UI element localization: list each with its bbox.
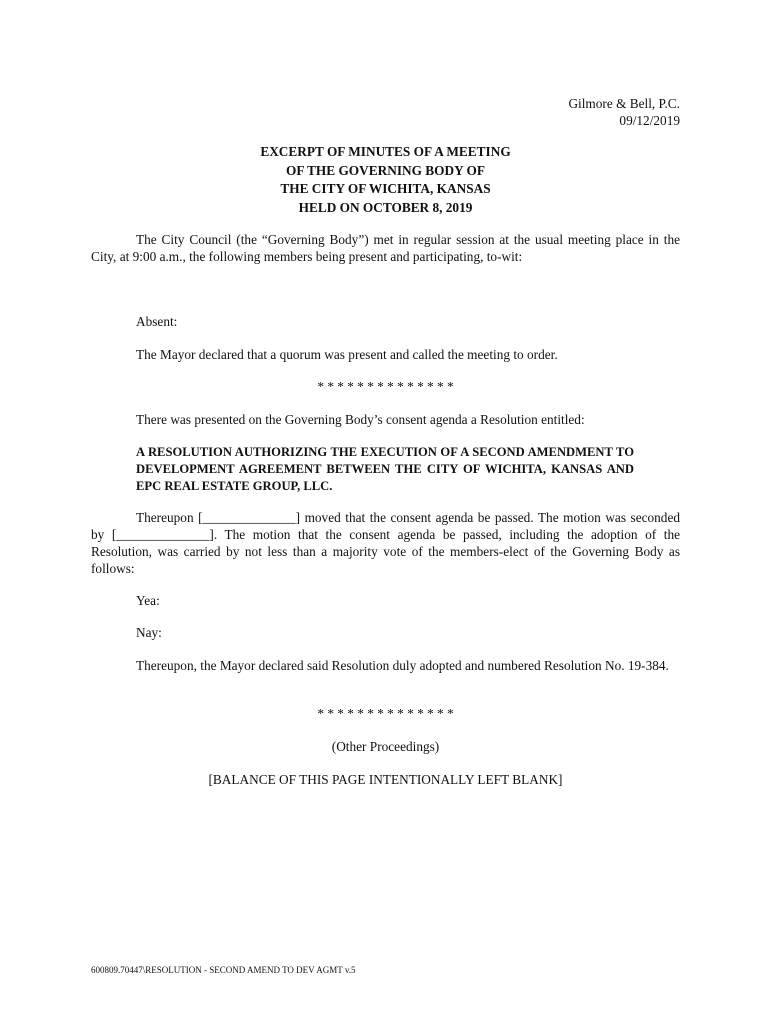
adoption-paragraph: Thereupon, the Mayor declared said Resolution duly adopted and numbered Resolution No. 19-384. [136, 658, 669, 673]
title-line: HELD ON OCTOBER 8, 2019 [298, 199, 473, 215]
consent-paragraph: There was presented on the Governing Body’s consent agenda a Resolution entitled: [136, 412, 585, 427]
nay-label: Nay: [136, 625, 162, 640]
quorum-paragraph: The Mayor declared that a quorum was present and called the meeting to order. [136, 347, 558, 362]
header-block [480, 95, 680, 129]
yea-label: Yea: [136, 593, 160, 608]
title-line: EXCERPT OF MINUTES OF A MEETING [260, 144, 511, 159]
section-separator: * * * * * * * * * * * * * * [317, 379, 454, 394]
title-line: THE CITY OF WICHITA, KANSAS [280, 181, 491, 196]
resolution-title: A RESOLUTION AUTHORIZING THE EXECUTION OF A SECOND AMENDMENT TO DEVELOPMENT AGREEMENT BETWEEN THE CITY OF WICHITA, KANSAS AND EPC REAL ESTATE GROUP, LLC. [136, 445, 634, 493]
footer-doc-id: 600809.70447\RESOLUTION - SECOND AMEND TO DEV AGMT v.5 [91, 965, 356, 975]
section-separator: * * * * * * * * * * * * * * [317, 706, 454, 721]
header-date: 09/12/2019 [619, 113, 680, 128]
intro-paragraph: The City Council (the “Governing Body”) met in regular session at the usual meeting place in the City, at 9:00 a.m., the following members being present and participating, to-wit: [91, 232, 680, 264]
title-line: OF THE GOVERNING BODY OF [286, 162, 485, 178]
absent-label: Absent: [136, 314, 178, 329]
blank-page-notice: [BALANCE OF THIS PAGE INTENTIONALLY LEFT BLANK] [208, 772, 563, 787]
document-title [91, 143, 680, 217]
motion-paragraph: Thereupon [______________] moved that the consent agenda be passed. The motion was seconded by [______________]. The motion that the consent agenda be passed, including the adoption of the Resolution, was carried by not less than a majority vote of the members-elect of the Governing Body as follows: [91, 510, 680, 576]
firm-name: Gilmore & Bell, P.C. [568, 96, 680, 111]
other-proceedings: (Other Proceedings) [331, 739, 440, 754]
